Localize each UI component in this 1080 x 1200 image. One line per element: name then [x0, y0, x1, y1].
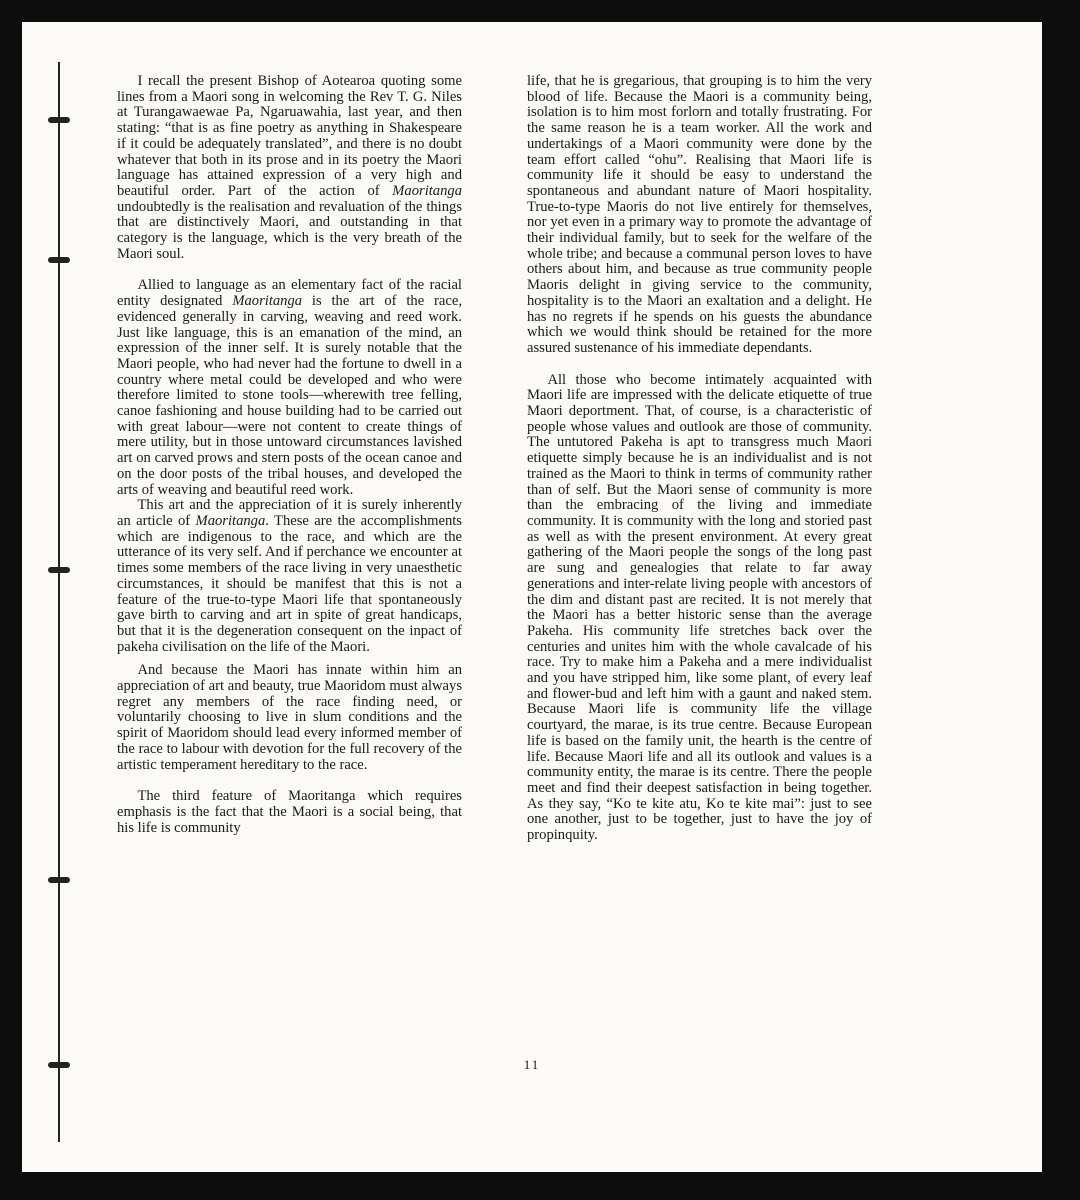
binding-stitch — [48, 567, 70, 573]
book-page — [22, 22, 1042, 1172]
paragraph-text: undoubtedly is the realisation and revaluation of the things that are distinctively Maori, and outstanding in that category is the language, which is the very breath of the Maori soul. — [117, 198, 462, 262]
paragraph-text: is the art of the race, evidenced generally in carving, weaving and reed work. Just like language, this is an emanation of the mind, an expression of the inner self. It is surely notable that the Maori people, who had never had the fortune to dwell in a country where metal could be developed and who were therefore limited to stone tools—wherewith tree felling, canoe fashioning and house building had to be carried out with great labour—were not content to create things of mere utility, but in those untoward circumstances lavished art on carved prows and stern posts of the ocean canoe and on the door posts of the tribal houses, and developed the arts of weaving and beautiful reed work. — [117, 293, 462, 498]
italic-term: Maoritanga — [195, 512, 266, 529]
right-text-column — [527, 74, 872, 844]
paragraph-text: Allied to language as an elementary fact of the racial entity designated — [117, 277, 462, 310]
italic-term: Maoritanga — [392, 182, 462, 199]
binding-stitch — [48, 877, 70, 883]
paragraph-text: life, that he is gregarious, that grouping is to him the very blood of life. Because the Maori is a community being, isolation is to him most forlorn and totally frustrating. For the same reason he is a team worker. All the work and undertakings of a Maori community were done by the team effort called “ohu”. Realising that Maori life is community life it should be easy to understand the spontaneous and abundant nature of Maori hospitality. True-to-type Maoris do not live entirely for themselves, nor yet even in a primary way to promote the advantage of their individual family, but to seek for the welfare of the whole tribe; and because a communal person loves to have others about him, and because as true community people Maoris delight in giving service to the community, hospitality is to the Maori an exaltation and a delight. He has no regrets if he spends on his guests the abundance which we would think should be retained for the more assured sustenance of his immediate dependants. — [527, 73, 872, 356]
left-text-column — [117, 74, 462, 836]
binding-stitch — [48, 117, 70, 123]
paragraph-text: . These are the accomplishments which are indigenous to the race, and which are the utterance of its very self. And if perchance we encounter at times some members of the race living in very unaesthetic circumstances, it should be manifest that this is not a feature of the true-to-type Maori life that spontaneously gave birth to carving and art in spite of great handicaps, but that it is the degeneration consequent on the inpact of pakeha civilisation on the life of the Maori. — [117, 512, 462, 655]
paragraph — [117, 789, 462, 836]
paragraph-text: The third feature of Maoritanga which requires emphasis is the fact that the Maori is a social being, that his life is community — [117, 788, 462, 836]
page-number: 11 — [523, 1057, 541, 1072]
paragraph-text: I recall the present Bishop of Aotearoa quoting some lines from a Maori song in welcoming the Rev T. G. Niles at Turangawaewae Pa, Ngaruawahia, last year, and then stating: “that is as fine poetry as anything in Shakespeare if it could be adequately translated”, and there is no doubt whatever that both in its prose and in its poetry the Maori language has attained expression of a very high and beautiful order. Part of the action of — [117, 73, 462, 199]
paragraph — [527, 74, 872, 357]
paragraph — [117, 278, 462, 498]
page-binding-edge — [58, 62, 60, 1142]
italic-term: Maoritanga — [232, 293, 303, 310]
paragraph-text: All those who become intimately acquainted with Maori life are impressed with the delicate etiquette of true Maori deportment. That, of course, is a characteristic of people whose values and outlook are those of community. The untutored Pakeha is apt to transgress much Maori etiquette simply because he is an individualist and is not trained as the Maori to think in terms of community rather than of self. But the Maori sense of community is more than the embracing of the living and immediate community. It is community with the long and storied past as well as with the present environment. At every great gathering of the Maori people the songs of the long past are sung and genealogies that relate to far away generations and inter-relate living people with ancestors of the dim and distant past are recited. It is not merely that the Maori has a better historic sense than the average Pakeha. His community life stretches back over the centuries and unites him with the whole cavalcade of his race. Try to make him a Pakeha and a mere individualist and you have stripped him, like some plant, of every leaf and flower-bud and left him with a gaunt and naked stem. Because Maori life is community life the village courtyard, the marae, is its true centre. Because European life is based on the family unit, the hearth is the centre of life. Because Maori life and all its outlook and values is a community entity, the marae is its centre. There the people meet and find their deepest satisfaction in being together. As they say, “Ko te kite atu, Ko te kite mai”: just to see one another, just to be together, just to have the joy of propinquity. — [527, 371, 872, 844]
paragraph-text: And because the Maori has innate within him an appreciation of art and beauty, true Maoridom must always regret any members of the race finding need, or voluntarily choosing to live in slum conditions and the spirit of Maoridom should lead every informed member of the race to labour with devotion for the full recovery of the artistic temperament hereditary to the race. — [117, 662, 462, 773]
paragraph — [527, 373, 872, 844]
paragraph — [117, 498, 462, 655]
paragraph — [117, 663, 462, 773]
paragraph-text: This art and the appreciation of it is surely inherently an article of — [117, 497, 462, 529]
binding-stitch — [48, 257, 70, 263]
paragraph — [117, 74, 462, 262]
